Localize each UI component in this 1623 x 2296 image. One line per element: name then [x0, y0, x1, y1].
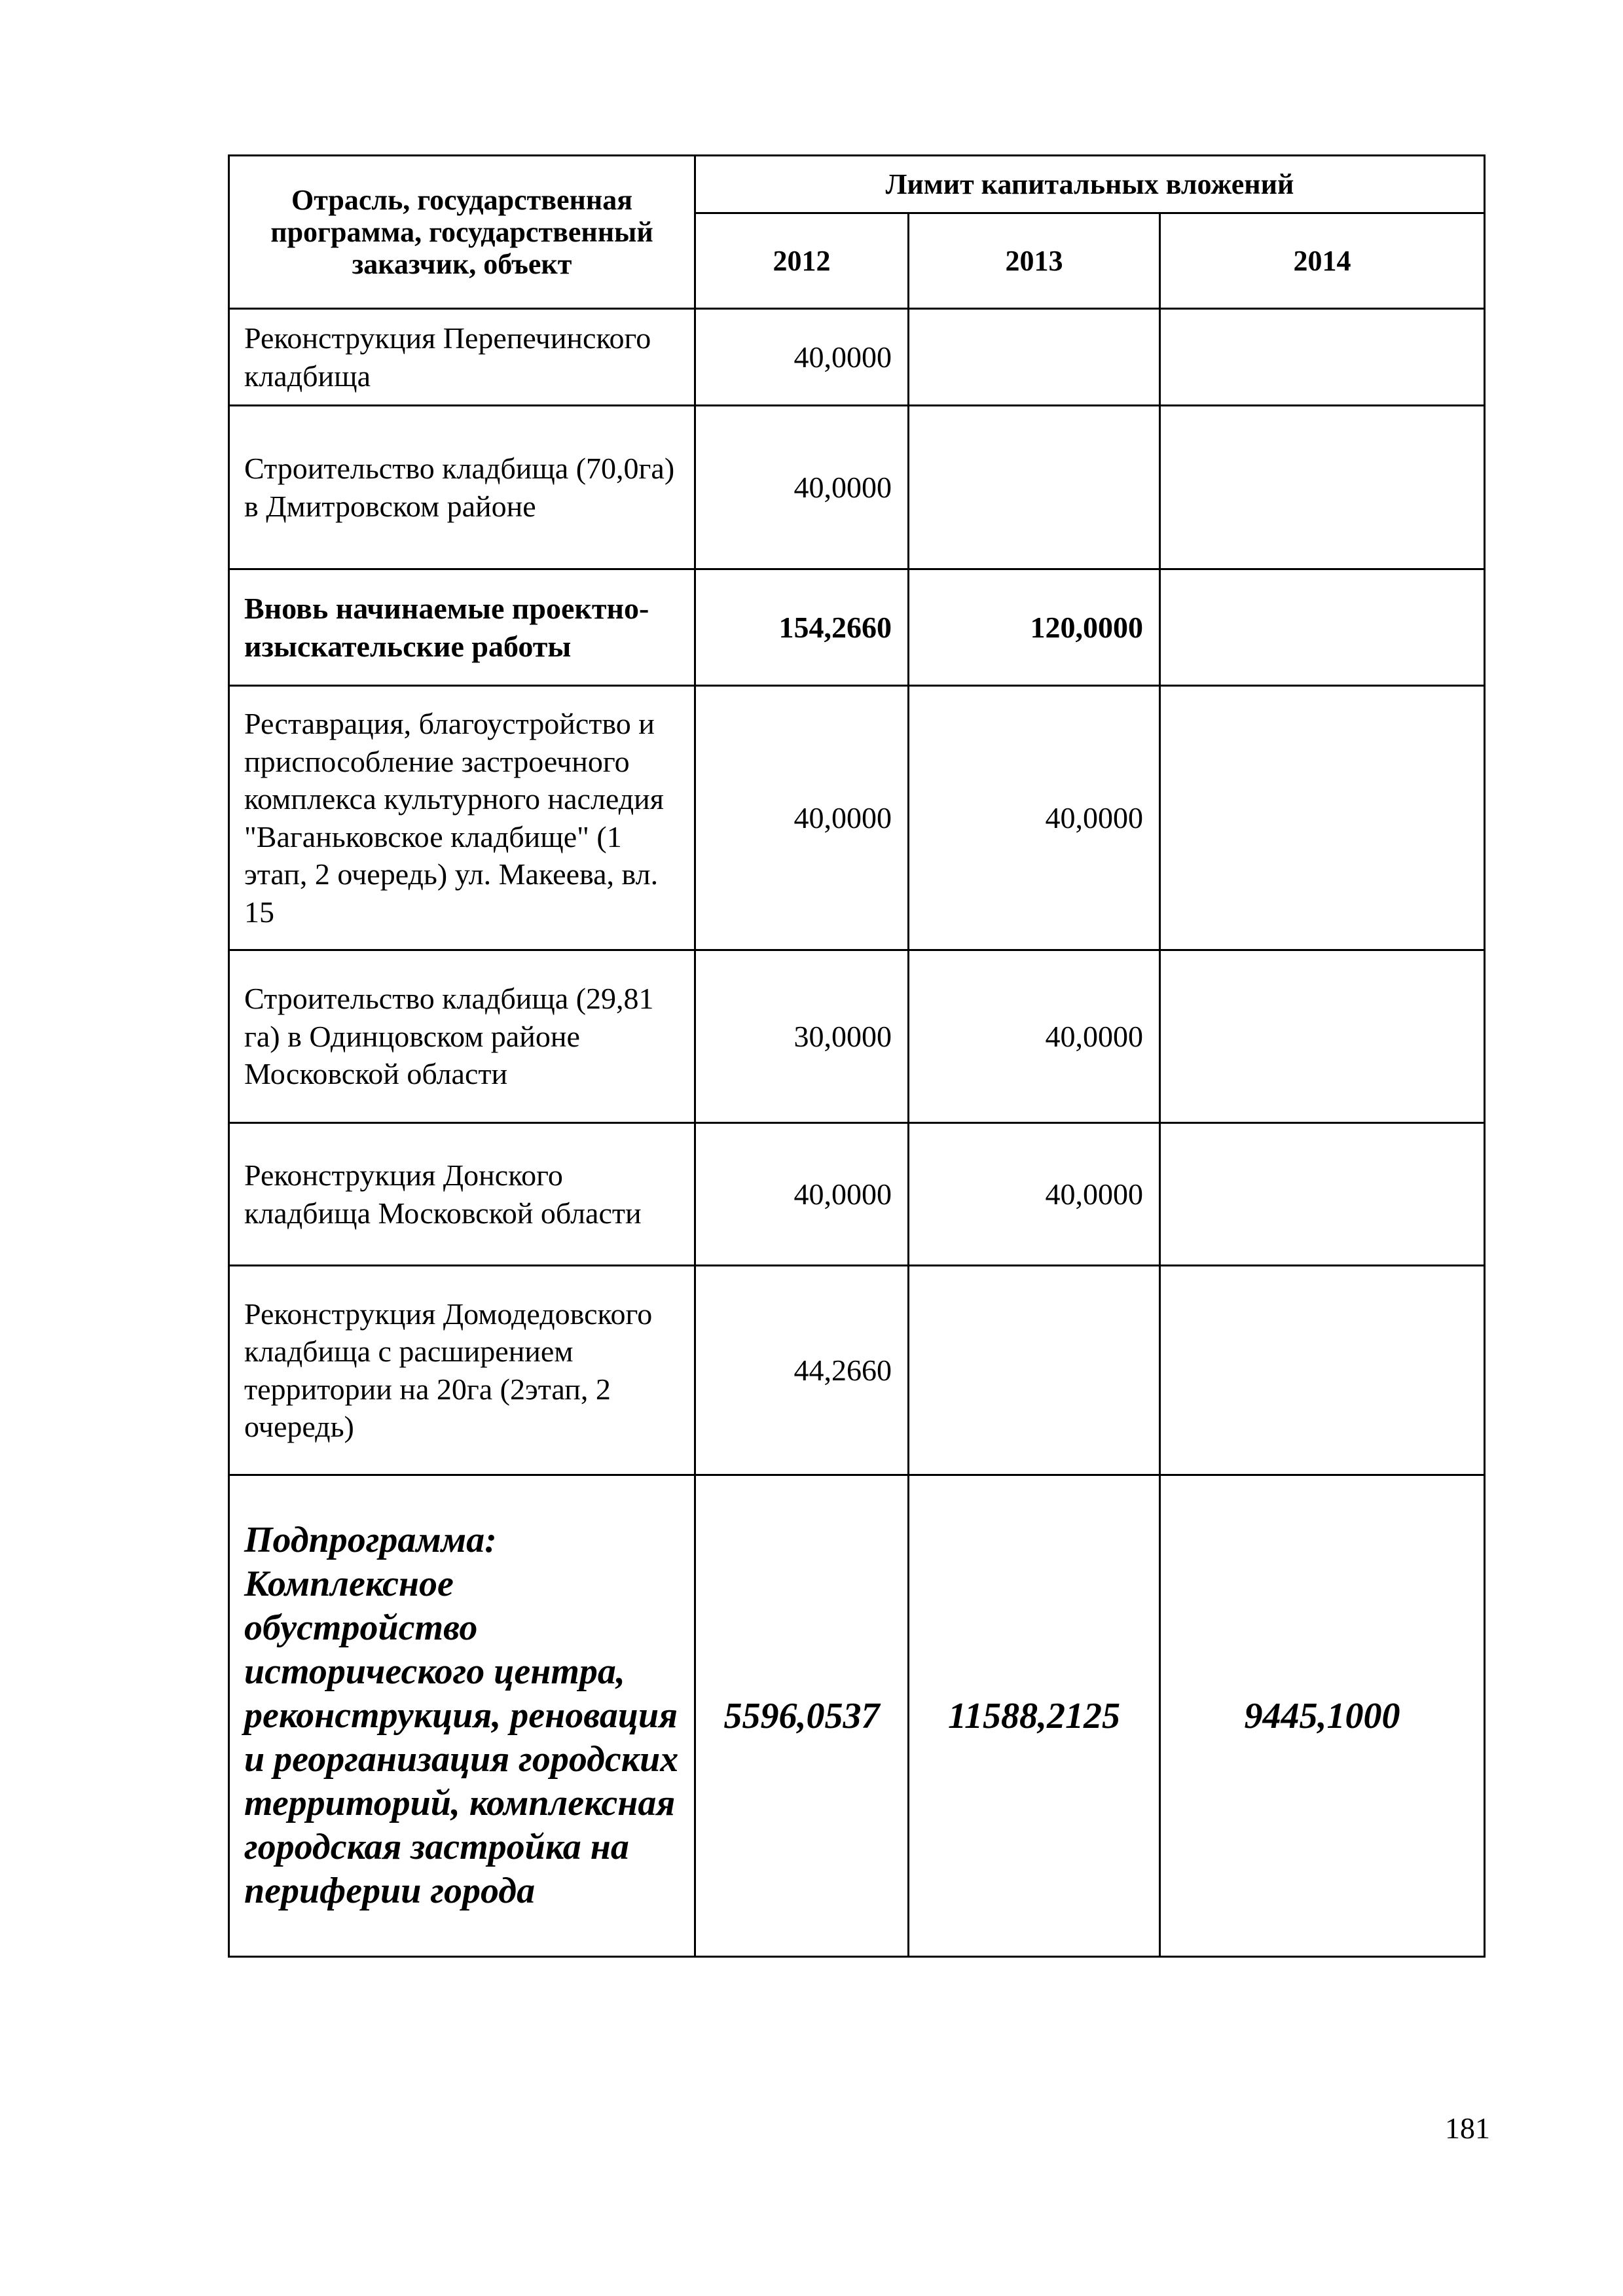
row-object-name: Реставрация, благоустройство и приспособление застроечного комплекса культурного наследия "Ваганьковское кладбище" (1 этап, 2 очередь) ул. Макеева, вл. 15 [229, 686, 695, 950]
row-value-2013: 40,0000 [909, 1123, 1160, 1266]
row-value-2012: 40,0000 [695, 1123, 909, 1266]
page-number: 181 [1445, 2111, 1490, 2145]
row-value-2012: 40,0000 [695, 686, 909, 950]
row-value-2014 [1160, 309, 1485, 406]
row-value-2013 [909, 309, 1160, 406]
table-row [229, 569, 1485, 686]
row-value-2012: 30,0000 [695, 950, 909, 1123]
row-value-2013: 40,0000 [909, 686, 1160, 950]
row-value-2014 [1160, 686, 1485, 950]
row-value-2014: 9445,1000 [1160, 1475, 1485, 1957]
row-object-name: Реконструкция Перепечинского кладбища [229, 309, 695, 406]
row-value-2013: 11588,2125 [909, 1475, 1160, 1957]
header-group-title: Лимит капитальных вложений [695, 156, 1485, 213]
row-object-name: Строительство кладбища (70,0га) в Дмитровском районе [229, 406, 695, 569]
header-year-2012: 2012 [695, 213, 909, 309]
capital-investment-table [228, 154, 1486, 1958]
row-value-2014 [1160, 950, 1485, 1123]
table-row [229, 686, 1485, 950]
table-row [229, 1123, 1485, 1266]
row-value-2013: 120,0000 [909, 569, 1160, 686]
row-value-2013 [909, 1266, 1160, 1475]
table-row [229, 406, 1485, 569]
header-year-2013: 2013 [909, 213, 1160, 309]
row-value-2012: 154,2660 [695, 569, 909, 686]
row-value-2012: 40,0000 [695, 406, 909, 569]
table-row [229, 950, 1485, 1123]
row-object-name: Реконструкция Домодедовского кладбища с расширением территории на 20га (2этап, 2 очередь) [229, 1266, 695, 1475]
row-value-2012: 5596,0537 [695, 1475, 909, 1957]
header-name-column: Отрасль, государственная программа, государственный заказчик, объект [229, 156, 695, 309]
table-row-subprogram [229, 1475, 1485, 1957]
row-object-name: Строительство кладбища (29,81 га) в Одинцовском районе Московской области [229, 950, 695, 1123]
row-value-2013: 40,0000 [909, 950, 1160, 1123]
row-value-2012: 40,0000 [695, 309, 909, 406]
table-row [229, 1266, 1485, 1475]
row-object-name: Реконструкция Донского кладбища Московской области [229, 1123, 695, 1266]
table-row [229, 309, 1485, 406]
row-object-name: Вновь начинаемые проектно-изыскательские работы [229, 569, 695, 686]
row-value-2014 [1160, 1266, 1485, 1475]
row-value-2014 [1160, 1123, 1485, 1266]
row-value-2014 [1160, 406, 1485, 569]
row-object-name: Подпрограмма: Комплексное обустройство исторического центра, реконструкция, реновация и реорганизация городских территорий, комплексная городская застройка на периферии города [229, 1475, 695, 1957]
header-year-2014: 2014 [1160, 213, 1485, 309]
row-value-2014 [1160, 569, 1485, 686]
row-value-2013 [909, 406, 1160, 569]
row-value-2012: 44,2660 [695, 1266, 909, 1475]
